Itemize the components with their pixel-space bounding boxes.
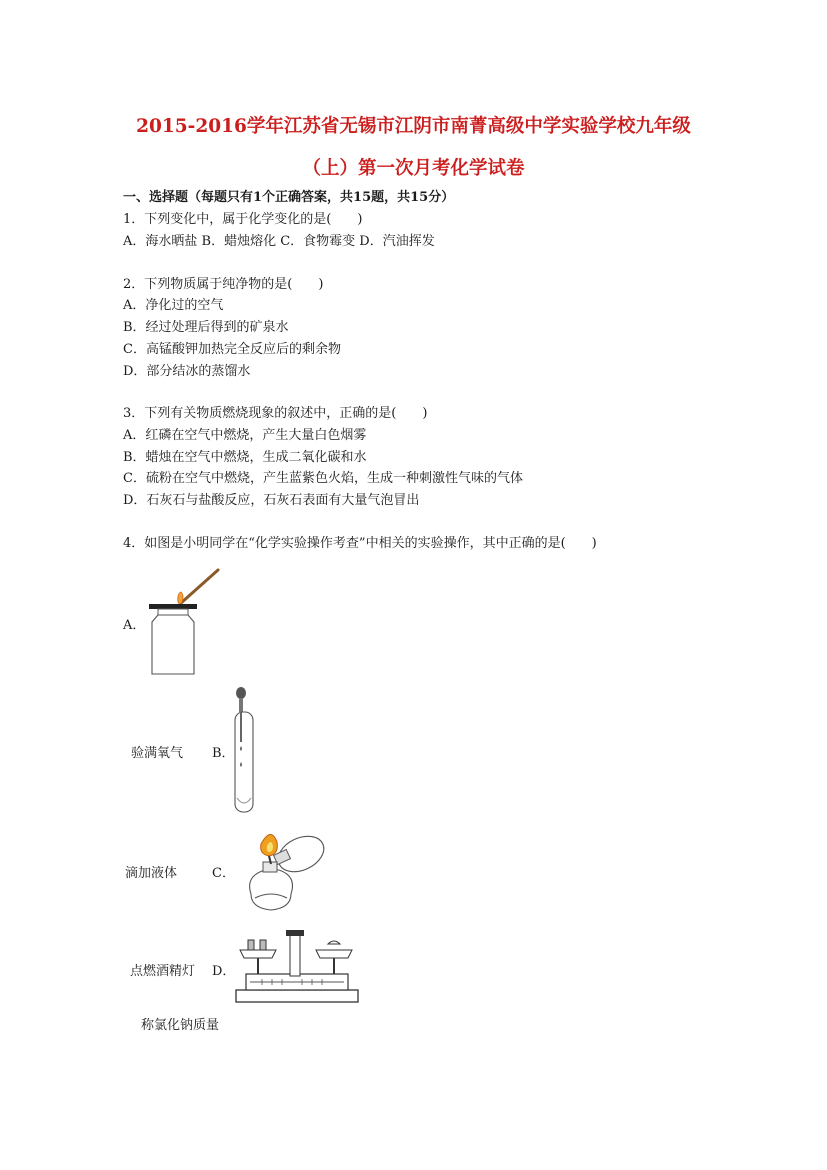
figure-d-caption: 称氯化钠质量 — [141, 1018, 220, 1033]
figure-c-letter: C． — [212, 866, 235, 881]
question-2-stem: 2．下列物质属于纯净物的是( ) — [123, 277, 324, 292]
question-2-option-c: C．高锰酸钾加热完全反应后的剩余物 — [123, 342, 341, 357]
section-heading: 一、选择题（每题只有1个正确答案，共15题，共15分） — [123, 190, 455, 205]
figure-a-caption: 验满氧气 — [131, 746, 184, 761]
figure-d-letter: D． — [212, 964, 236, 979]
figure-c-caption: 点燃酒精灯 — [130, 964, 196, 979]
figure-a-gas-jar-with-splint — [148, 566, 228, 678]
question-1-options: A．海水晒盐 B．蜡烛熔化 C．食物霉变 D．汽油挥发 — [123, 234, 435, 249]
question-3-stem: 3．下列有关物质燃烧现象的叙述中，正确的是( ) — [123, 406, 428, 421]
question-3-option-b: B．蜡烛在空气中燃烧，生成二氧化碳和水 — [123, 450, 367, 465]
question-2-option-b: B．经过处理后得到的矿泉水 — [123, 320, 289, 335]
exam-title-line2: （上）第一次月考化学试卷 — [302, 158, 525, 179]
question-4-stem: 4．如图是小明同学在“化学实验操作考查”中相关的实验操作，其中正确的是( ) — [123, 536, 597, 551]
question-3-option-d: D．石灰石与盐酸反应，石灰石表面有大量气泡冒出 — [123, 493, 420, 508]
figure-d-balance — [232, 928, 362, 1006]
question-1-stem: 1．下列变化中，属于化学变化的是( ) — [123, 212, 363, 227]
question-3-option-a: A．红磷在空气中燃烧，产生大量白色烟雾 — [123, 428, 367, 443]
figure-a-letter: A． — [123, 618, 146, 633]
exam-title-line1: 2015-2016学年江苏省无锡市江阴市南菁高级中学实验学校九年级 — [136, 116, 691, 137]
question-3-option-c: C．硫粉在空气中燃烧，产生蓝紫色火焰，生成一种刺激性气味的气体 — [123, 471, 523, 486]
figure-b-dropper-test-tube — [230, 686, 260, 814]
figure-b-caption: 滴加液体 — [125, 866, 178, 881]
question-2-option-a: A．净化过的空气 — [123, 298, 224, 313]
question-2-option-d: D．部分结冰的蒸馏水 — [123, 364, 251, 379]
figure-c-alcohol-lamps — [231, 824, 331, 916]
figure-b-letter: B． — [212, 746, 235, 761]
